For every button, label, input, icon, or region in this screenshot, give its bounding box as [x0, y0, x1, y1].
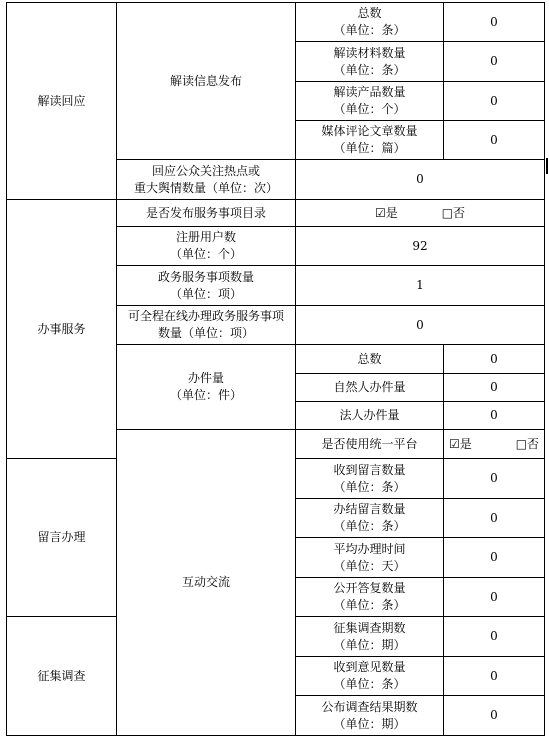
value-cell [444, 402, 545, 430]
item-unit: （单位：条） [333, 677, 406, 691]
value-cell [444, 499, 545, 538]
category-cell [7, 200, 117, 459]
hot-response-label-2: 重大舆情数量（单位：次） [133, 180, 278, 195]
item-unit: （单位：条） [333, 62, 406, 77]
margin-marker [546, 158, 548, 174]
item-value: 0 [490, 132, 498, 147]
platform-label: 是否使用统一平台 [321, 436, 418, 451]
value-cell [444, 121, 545, 160]
subcategory-cell [117, 227, 296, 266]
subcategory-cell [7, 617, 117, 736]
value-cell [444, 617, 545, 657]
message-handling-label: 留言办理 [37, 530, 86, 544]
item-label: 解读产品数量 [333, 85, 406, 99]
item-cell [296, 459, 444, 499]
item-unit: （单位：天） [333, 558, 406, 573]
item-value: 0 [490, 668, 498, 683]
item-unit: （单位：期） [333, 716, 406, 731]
items-label: 政务服务事项数量 [157, 269, 254, 284]
subcategory-cell [117, 345, 296, 430]
items-unit: （单位：项） [169, 286, 242, 301]
users-unit: （单位：个） [169, 247, 242, 261]
item-cell [296, 499, 444, 538]
value-cell [444, 3, 545, 42]
value-cell [444, 696, 545, 736]
item-label: 收到意见数量 [333, 660, 406, 674]
item-label: 法人办件量 [339, 408, 400, 422]
value-cell [444, 538, 545, 578]
category-service: 办事服务 [37, 321, 86, 336]
statistics-table [6, 2, 545, 736]
item-value: 0 [490, 380, 498, 394]
table-row [7, 200, 545, 227]
value-cell [444, 82, 545, 121]
subcategory-publish: 解读信息发布 [169, 73, 242, 88]
item-value: 0 [490, 589, 498, 604]
value-cell [296, 160, 545, 200]
item-value: 0 [490, 54, 498, 68]
survey-label: 征集调查 [37, 668, 86, 683]
item-label: 媒体评论文章数量 [321, 124, 418, 138]
item-value: 0 [490, 408, 498, 422]
item-cell [296, 42, 444, 82]
item-value: 0 [490, 14, 498, 29]
category-cell [117, 430, 296, 736]
item-unit: （单位：条） [333, 479, 406, 494]
item-label: 办结留言数量 [333, 502, 406, 516]
value-cell [296, 306, 545, 345]
item-value: 0 [490, 708, 498, 722]
item-value: 0 [490, 629, 498, 643]
item-unit: （单位：个） [333, 102, 406, 116]
item-cell [296, 402, 444, 430]
hot-response-label: 回应公众关注热点或 [151, 163, 260, 178]
item-cell [296, 696, 444, 736]
item-label: 公布调查结果期数 [321, 699, 418, 714]
item-label: 解读材料数量 [333, 45, 406, 60]
value-cell [444, 42, 545, 82]
value-cell [444, 374, 545, 402]
catalog-label: 是否发布服务事项目录 [145, 205, 266, 220]
handle-label: 办件量 [187, 371, 224, 385]
item-label: 自然人办件量 [333, 380, 406, 394]
item-cell [296, 657, 444, 696]
platform-no-checkbox[interactable]: □否 [515, 436, 540, 451]
catalog-no-checkbox[interactable]: □否 [441, 205, 466, 220]
catalog-yes-checkbox[interactable]: ☑是 [374, 205, 398, 220]
users-value: 92 [412, 238, 428, 253]
handle-unit: （单位：件） [169, 388, 242, 402]
value-cell [444, 657, 545, 696]
subcategory-cell [117, 200, 296, 227]
item-value: 0 [490, 550, 498, 564]
subcategory-cell [117, 3, 296, 160]
item-cell [296, 3, 444, 42]
option-cell [444, 430, 545, 459]
item-cell [296, 82, 444, 121]
category-interaction: 互动交流 [181, 575, 230, 589]
online-value: 0 [416, 317, 424, 332]
platform-yes-checkbox[interactable]: ☑是 [448, 436, 472, 451]
online-label: 可全程在线办理政务服务事项 [127, 309, 284, 323]
subcategory-cell [7, 459, 117, 617]
item-cell [296, 345, 444, 374]
table-row [7, 3, 545, 42]
category-cell [7, 3, 117, 200]
subcategory-cell [296, 430, 444, 459]
item-label: 总数 [357, 351, 382, 366]
item-value: 0 [490, 471, 498, 485]
item-label: 公开答复数量 [333, 581, 406, 595]
online-label-2: 数量（单位：项） [157, 326, 254, 340]
item-cell [296, 121, 444, 160]
option-cell [296, 200, 545, 227]
item-unit: （单位：期） [333, 637, 406, 652]
item-unit: （单位：条） [333, 598, 406, 612]
item-cell [296, 578, 444, 617]
hot-response-value: 0 [416, 172, 424, 186]
subcategory-cell [117, 306, 296, 345]
value-cell [444, 345, 545, 374]
users-label: 注册用户数 [175, 230, 236, 244]
subcategory-cell [117, 266, 296, 306]
item-label: 收到留言数量 [333, 462, 406, 477]
value-cell [444, 459, 545, 499]
category-interpretation: 解读回应 [37, 93, 86, 108]
item-unit: （单位：条） [333, 519, 406, 533]
item-value: 0 [490, 510, 498, 525]
value-cell [444, 578, 545, 617]
item-cell [296, 617, 444, 657]
item-unit: （单位：条） [333, 23, 406, 37]
item-unit: （单位：篇） [333, 141, 406, 155]
item-label: 总数 [357, 6, 382, 20]
subcategory-cell [117, 160, 296, 200]
item-value: 0 [490, 351, 498, 366]
item-label: 征集调查期数 [333, 620, 406, 635]
item-value: 0 [490, 93, 498, 108]
item-cell [296, 538, 444, 578]
value-cell [296, 227, 545, 266]
item-label: 平均办理时间 [333, 541, 406, 556]
value-cell [296, 266, 545, 306]
items-value: 1 [416, 278, 424, 292]
item-cell [296, 374, 444, 402]
